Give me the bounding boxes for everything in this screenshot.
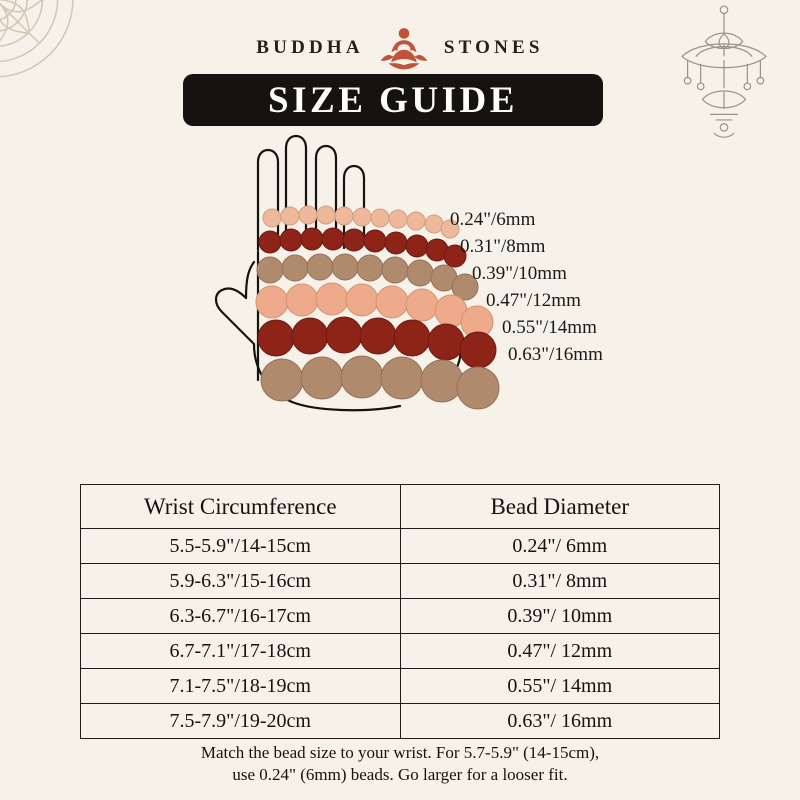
- bead-size-callouts: [440, 206, 740, 368]
- cell-wrist: 5.5-5.9"/14-15cm: [81, 529, 401, 564]
- brand-header: [0, 24, 800, 72]
- brand-word-left: BUDDHA: [256, 37, 364, 58]
- footer-note: [0, 742, 800, 786]
- cell-bead: 0.24"/ 6mm: [400, 529, 720, 564]
- cell-wrist: 5.9-6.3"/15-16cm: [81, 564, 401, 599]
- callout-12mm: 0.47"/12mm: [486, 290, 581, 311]
- footer-note-line1: Match the bead size to your wrist. For 5.7-5.9" (14-15cm),: [200, 743, 600, 762]
- table-row: [81, 669, 720, 704]
- table-row: [81, 529, 720, 564]
- cell-wrist: 7.1-7.5"/18-19cm: [81, 669, 401, 704]
- cell-wrist: 6.7-7.1"/17-18cm: [81, 634, 401, 669]
- column-header-wrist: Wrist Circumference: [81, 485, 401, 529]
- page-title: [183, 74, 603, 126]
- cell-bead: 0.31"/ 8mm: [400, 564, 720, 599]
- table-header-row: [81, 485, 720, 529]
- callout-10mm: 0.39"/10mm: [472, 263, 567, 284]
- brand-word-right: STONES: [443, 37, 544, 58]
- footer-note-line2: use 0.24" (6mm) beads. Go larger for a looser fit.: [232, 765, 568, 784]
- column-header-bead: Bead Diameter: [400, 485, 720, 529]
- callout-6mm: 0.24"/6mm: [450, 209, 536, 230]
- cell-bead: 0.39"/ 10mm: [400, 599, 720, 634]
- callout-14mm: 0.55"/14mm: [502, 317, 597, 338]
- table-row: [81, 634, 720, 669]
- cell-bead: 0.63"/ 16mm: [400, 704, 720, 739]
- table-row: [81, 564, 720, 599]
- buddha-meditation-icon: [378, 24, 430, 72]
- callout-8mm: 0.31"/8mm: [460, 236, 546, 257]
- cell-bead: 0.47"/ 12mm: [400, 634, 720, 669]
- table-row: [81, 704, 720, 739]
- page-title-text: SIZE GUIDE: [268, 79, 518, 121]
- table-row: [81, 599, 720, 634]
- cell-wrist: 7.5-7.9"/19-20cm: [81, 704, 401, 739]
- cell-wrist: 6.3-6.7"/16-17cm: [81, 599, 401, 634]
- size-table: [80, 484, 720, 739]
- callout-16mm: 0.63"/16mm: [508, 344, 603, 365]
- cell-bead: 0.55"/ 14mm: [400, 669, 720, 704]
